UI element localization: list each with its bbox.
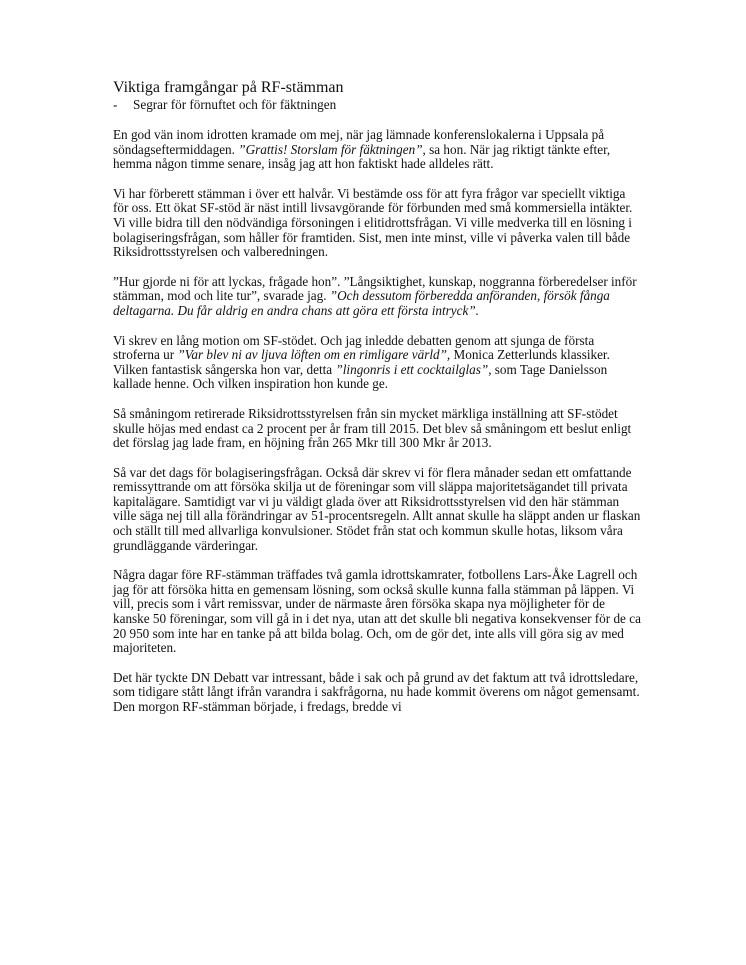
body-paragraph — [113, 568, 643, 656]
body-paragraph — [113, 128, 643, 172]
subtitle-text: Segrar för förnuftet och för fäktningen — [133, 97, 337, 112]
subtitle-dash: - — [113, 97, 118, 112]
paragraph-text: Det här tyckte DN Debatt var intressant, både i sak och på grund av det faktum att två idrottsledare, som tidigare stått långt ifrån varandra i sakfrågorna, nu hade kommit överens om något gemensamt. Den morgon RF-stämman började, i fredags, bredde vi — [113, 669, 640, 714]
document-title: Viktiga framgångar på RF-stämman — [113, 79, 344, 96]
document-body — [113, 128, 643, 715]
paragraph-text: Så småningom retirerade Riksidrottsstyrelsen från sin mycket märkliga inställning att SF-stödet skulle höjas med endast ca 2 procent per år fram till 2015. Det blev så småningom ett beslut enligt det förslag jag lade fram, en höjning från 265 Mkr till 300 Mkr år 2013. — [113, 405, 632, 451]
paragraph-text: ”Hur gjorde ni för att lyckas, frågade hon”. ”Långsiktighet, kunskap, noggranna förberedelser inför stämman, mod och lite tur”, svarade jag. — [113, 273, 637, 304]
body-paragraph — [113, 407, 643, 451]
body-paragraph — [113, 671, 643, 715]
body-paragraph — [113, 334, 643, 392]
italic-quote: ”Var blev ni av ljuva löften om en rimligare värld”, — [177, 347, 451, 363]
paragraph-text: Några dagar före RF-stämman träffades två gamla idrottskamrater, fotbollens Lars-Åke Lagrell och jag för att försöka hitta en gemensam lösning, som också skulle kunna falla stämman på läppen. Vi vill, precis som i vårt remissvar, under de närmaste åren försöka skapa nya möjligheter för de kanske 50 föreningar, som vill gå in i det nya, utan att det skulle bli negativa konsekvenser för de ca 20 950 som inte har en tanke på att bilda bolag. Och, om de gör det, inte alls vill göra sig av med majoriteten. — [113, 567, 641, 656]
paragraph-text: , sa hon. När jag riktigt tänkte efter, hemma någon timme senare, insåg jag att hon faktiskt hade alldeles rätt. — [113, 141, 611, 172]
body-paragraph — [113, 466, 643, 554]
paragraph-text: , som Tage Danielsson kallade henne. Och vilken inspiration hon kunde ge. — [113, 361, 608, 392]
paragraph-text: Monica Zetterlunds klassiker. Vilken fantastisk sångerska hon var, detta — [113, 347, 610, 377]
paragraph-text: Vi har förberett stämman i över ett halvår. Vi bestämde oss för att fyra frågor var speciellt viktiga för oss. Ett ökat SF-stöd är näst intill livsavgörande för förbunden med små kommersiella intäkter. Vi ville bidra till den nödvändiga försoningen i elitidrottsfrågan. Vi ville medverka till en lösning i bolagiseringsfrågan, som håller för framtiden. Sist, men inte minst, ville vi påverka valen till både Riksidrottsstyrelsen och valberedningen. — [113, 185, 633, 260]
italic-quote: ”lingonris i ett cocktailglas” — [335, 361, 489, 377]
document-subtitle — [113, 97, 643, 112]
italic-quote: ”Och dessutom förberedda anföranden, försök fånga deltagarna. Du får aldrig en andra chans att göra ett första intryck”. — [113, 288, 610, 318]
document-page — [113, 79, 643, 730]
paragraph-text: Så var det dags för bolagiseringsfrågan. Också där skrev vi för flera månader sedan ett omfattande remissyttrande om att försöka skilja ut de föreningar som vill släppa majoritetsägandet till privata kapitalägare. Samtidigt var vi ju väldigt glada över att Riksidrottsstyrelsen vid den här stämman ville säga nej till alla förändringar av 51-procentsregeln. Allt annat skulle ha släppt anden ur flaskan och ställt till med allvarliga konvulsioner. Stödet från stat och kommun skulle hotas, liksom våra grundläggande värderingar. — [113, 464, 641, 553]
paragraph-text: En god vän inom idrotten kramade om mej, när jag lämnade konferenslokalerna i Uppsala på söndagseftermiddagen. — [113, 127, 605, 157]
body-paragraph — [113, 187, 643, 260]
italic-quote: ”Grattis! Storslam för fäktningen” — [238, 141, 423, 157]
paragraph-text: Vi skrev en lång motion om SF-stödet. Och jag inledde debatten genom att sjunga de första stroferna ur — [113, 332, 595, 363]
body-paragraph — [113, 275, 643, 319]
